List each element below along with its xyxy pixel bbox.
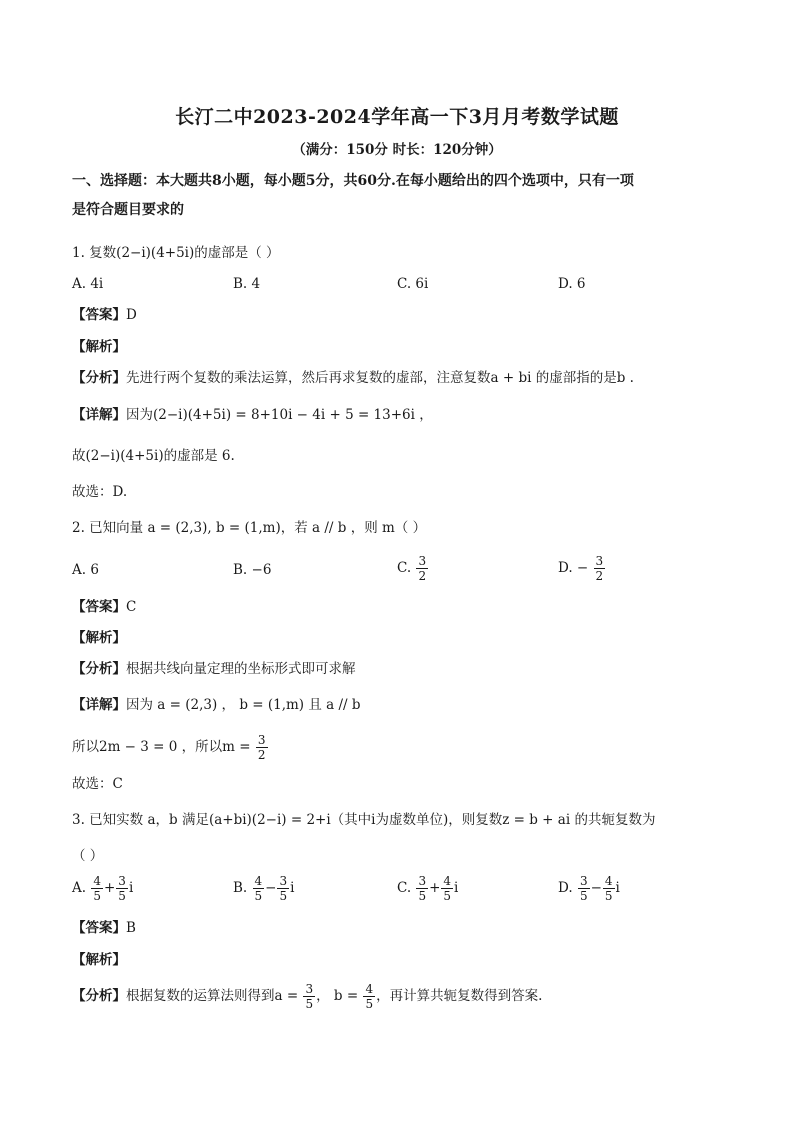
q2-detail-text: 因为 a = (2,3) ， b = (1,m) 且 a // b bbox=[126, 697, 361, 713]
option-fraction-2 bbox=[277, 874, 289, 903]
q1-option-a: A. 4i bbox=[72, 276, 104, 292]
q3-b-fraction bbox=[363, 982, 375, 1011]
fraction-numerator: 3 bbox=[305, 982, 314, 996]
fraction-numerator: 4 bbox=[93, 874, 101, 888]
imaginary-unit: i bbox=[290, 880, 295, 896]
q3-option-c bbox=[397, 874, 458, 903]
q3-options bbox=[72, 874, 732, 914]
analysis-tag: 【分析】 bbox=[72, 370, 126, 386]
option-label: C. bbox=[397, 880, 412, 896]
q1-detail-text: 因为(2−i)(4+5i) = 8+10i − 4i + 5 = 13+6i ， bbox=[126, 407, 433, 423]
q3-option-a bbox=[72, 874, 133, 903]
fraction-numerator: 3 bbox=[279, 874, 288, 888]
q2-choose: 故选：C bbox=[72, 776, 123, 792]
fraction-denominator: 5 bbox=[443, 889, 452, 903]
fraction-numerator: 3 bbox=[118, 874, 126, 888]
q2-result-fraction bbox=[256, 733, 268, 762]
analysis-tag: 【分析】 bbox=[72, 661, 126, 677]
q1-answer-value: D bbox=[126, 307, 137, 323]
q2-analysis-text: 根据共线向量定理的坐标形式即可求解 bbox=[126, 661, 356, 677]
fraction-denominator: 5 bbox=[579, 889, 588, 903]
option-fraction-1 bbox=[253, 874, 265, 903]
q1-stem-prefix: 1. 复数 bbox=[72, 245, 117, 261]
page-title: 长汀二中2023-2024学年高一下3月月考数学试题 bbox=[175, 106, 619, 128]
q2-option-d-fraction bbox=[594, 554, 606, 583]
q2-answer-value: C bbox=[126, 599, 137, 615]
q1-stem bbox=[72, 243, 734, 263]
fraction-numerator: 3 bbox=[418, 874, 427, 888]
option-fraction-1 bbox=[578, 874, 590, 903]
q2-answer bbox=[72, 597, 734, 617]
q2-option-a: A. 6 bbox=[72, 562, 99, 578]
q2-option-d bbox=[558, 554, 606, 583]
q3-analysis bbox=[72, 978, 734, 1014]
fraction-numerator: 4 bbox=[254, 874, 263, 888]
q1-answer bbox=[72, 305, 734, 325]
q2-therefore-text: 所以2m − 3 = 0 ，所以m = bbox=[72, 739, 251, 755]
fraction-numerator: 4 bbox=[604, 874, 613, 888]
option-fraction-2 bbox=[441, 874, 453, 903]
q2-option-c bbox=[397, 554, 429, 583]
q1-option-c: C. 6i bbox=[397, 276, 429, 292]
fraction-numerator: 3 bbox=[257, 733, 266, 747]
option-operator: + bbox=[103, 880, 116, 896]
q2-option-d-label: D. − bbox=[558, 560, 589, 576]
fraction-numerator: 3 bbox=[418, 554, 427, 568]
option-label: B. bbox=[233, 880, 248, 896]
q1-conclusion: 故(2−i)(4+5i)的虚部是 6. bbox=[72, 448, 235, 464]
imaginary-unit: i bbox=[128, 880, 134, 896]
fraction-denominator: 5 bbox=[93, 889, 101, 903]
fraction-denominator: 2 bbox=[418, 569, 427, 583]
fraction-numerator: 3 bbox=[579, 874, 588, 888]
answer-tag: 【答案】 bbox=[72, 307, 126, 323]
option-fraction-1 bbox=[91, 874, 103, 903]
q3-analysis-mid: ， b = bbox=[316, 988, 359, 1004]
fraction-denominator: 5 bbox=[365, 997, 374, 1011]
fraction-denominator: 5 bbox=[604, 889, 613, 903]
imaginary-unit: i bbox=[615, 880, 620, 896]
q2-jiexi-tag: 【解析】 bbox=[72, 630, 126, 646]
q3-a-fraction bbox=[303, 982, 315, 1011]
option-operator: − bbox=[590, 880, 602, 896]
q2-therefore bbox=[72, 729, 734, 765]
q3-answer bbox=[72, 918, 734, 938]
fraction-denominator: 5 bbox=[418, 889, 427, 903]
q1-analysis-text: 先进行两个复数的乘法运算，然后再求复数的虚部，注意复数a + bi 的虚部指的是b . bbox=[126, 370, 634, 386]
q3-stem-line1: 3. 已知实数 a，b 满足(a+bi)(2−i) = 2+i（其中i为虚数单位)，则复数z = b + ai 的共轭复数为 bbox=[72, 812, 656, 828]
detail-tag: 【详解】 bbox=[72, 697, 126, 713]
answer-tag: 【答案】 bbox=[72, 599, 126, 615]
page-subtitle: （满分：150分 时长：120分钟） bbox=[292, 142, 502, 158]
option-label: A. bbox=[72, 880, 87, 896]
option-operator: − bbox=[265, 880, 277, 896]
fraction-numerator: 3 bbox=[595, 554, 604, 568]
option-label: D. bbox=[558, 880, 573, 896]
q1-expr: (2−i)(4+5i) bbox=[116, 245, 195, 261]
q2-option-b: B. −6 bbox=[233, 562, 272, 578]
q3-jiexi-tag: 【解析】 bbox=[72, 952, 126, 968]
q1-jiexi-tag: 【解析】 bbox=[72, 339, 126, 355]
fraction-denominator: 5 bbox=[305, 997, 314, 1011]
q2-analysis bbox=[72, 659, 734, 679]
option-fraction-2 bbox=[116, 874, 128, 903]
fraction-numerator: 4 bbox=[365, 982, 374, 996]
q3-option-d bbox=[558, 874, 620, 903]
fraction-denominator: 5 bbox=[279, 889, 288, 903]
section-heading-line2: 是符合题目要求的 bbox=[72, 202, 184, 218]
q2-stem: 2. 已知向量 a = (2,3), b = (1,m)，若 a // b ，则 m（ ） bbox=[72, 520, 427, 536]
q1-choose: 故选：D. bbox=[72, 484, 128, 500]
fraction-denominator: 5 bbox=[254, 889, 263, 903]
q1-stem-suffix: 的虚部是（ ） bbox=[194, 245, 280, 261]
fraction-denominator: 5 bbox=[118, 889, 126, 903]
q3-stem-line2: （ ） bbox=[72, 848, 104, 864]
q2-options bbox=[72, 554, 732, 594]
q2-option-c-fraction bbox=[416, 554, 428, 583]
q3-answer-value: B bbox=[126, 920, 136, 936]
option-operator: + bbox=[429, 880, 441, 896]
fraction-denominator: 2 bbox=[257, 748, 266, 762]
fraction-numerator: 4 bbox=[443, 874, 452, 888]
detail-tag: 【详解】 bbox=[72, 407, 126, 423]
answer-tag: 【答案】 bbox=[72, 920, 126, 936]
section-heading-line1: 一、选择题：本大题共8小题，每小题5分，共60分.在每小题给出的四个选项中，只有一项 bbox=[72, 173, 634, 189]
option-fraction-2 bbox=[603, 874, 615, 903]
q2-detail bbox=[72, 695, 734, 715]
q1-detail bbox=[72, 405, 734, 425]
option-fraction-1 bbox=[416, 874, 428, 903]
fraction-denominator: 2 bbox=[595, 569, 604, 583]
q3-analysis-prefix: 根据复数的运算法则得到a = bbox=[126, 988, 299, 1004]
q3-analysis-suffix: ，再计算共轭复数得到答案. bbox=[376, 988, 543, 1004]
q2-option-c-label: C. bbox=[397, 560, 412, 576]
imaginary-unit: i bbox=[454, 880, 459, 896]
analysis-tag: 【分析】 bbox=[72, 988, 126, 1004]
q1-analysis bbox=[72, 368, 734, 388]
q1-option-b: B. 4 bbox=[233, 276, 261, 292]
q3-option-b bbox=[233, 874, 294, 903]
q1-option-d: D. 6 bbox=[558, 276, 586, 292]
